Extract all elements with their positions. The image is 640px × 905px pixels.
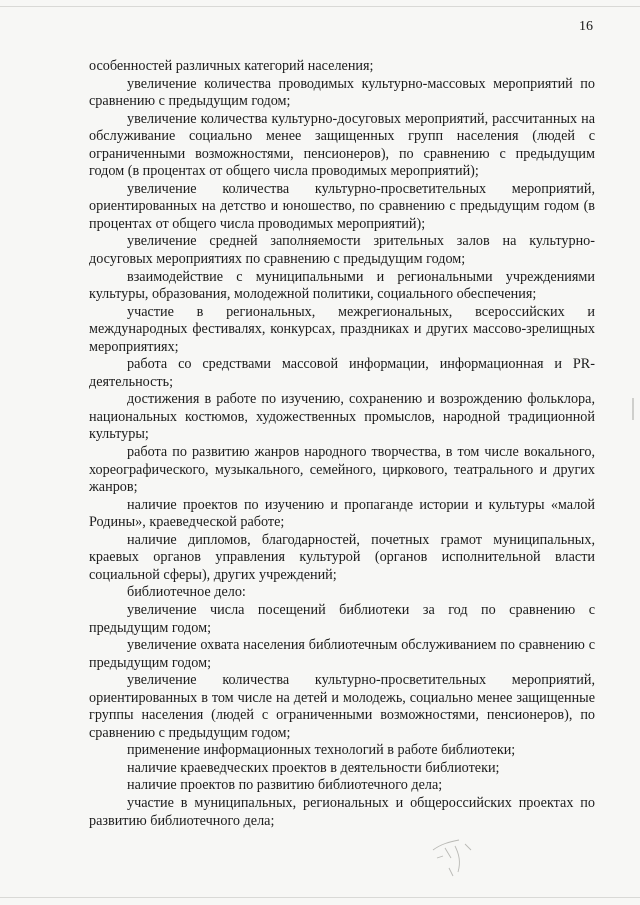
scan-edge-mark [632,398,634,420]
paragraph-interaction-institutions: взаимодействие с муниципальными и региональными учреждениями культуры, образования, молодежной политики, социального обеспечения; [89,268,595,303]
paragraph-library-development: наличие проектов по развитию библиотечного дела; [127,777,443,794]
paragraph-folklore-achievements: достижения в работе по изучению, сохранению и возрождению фольклора, национальных костюмов, художественных промыслов, народной традиционной культуры; [89,391,595,443]
paragraph-local-history-projects: наличие проектов по изучению и пропаганде истории и культуры «малой Родины», краеведческой работе; [89,496,595,531]
paragraph-library-coverage: увеличение охвата населения библиотечным обслуживанием по сравнению с предыдущим годом; [89,637,595,671]
paragraph-youth-events: увеличение количества культурно-просветительных мероприятий, ориентированных на детство и юношество, по сравнению с предыдущим годом (в процентах от общего числа проводимых мероприятий); [89,180,595,232]
paragraph-library-events: увеличение количества культурно-просветительных мероприятий, ориентированных в том числе на детей и молодежь, социально менее защищенные группы населения (людей с ограниченными возможностями, пенсионеров), по сравнению с предыдущим годом; [89,672,595,741]
paragraph-leisure-events-vulnerable: увеличение количества культурно-досуговых мероприятий, рассчитанных на обслуживание социально менее защищенных групп населения (людей с ограниченными возможностями, пенсионеров), по сравнению с предыдущим годом (в процентах от общего числа проводимых мероприятий); [89,110,595,180]
paragraph-continuation: особенностей различных категорий населения; [89,58,374,74]
paragraph-folk-genres: работа по развитию жанров народного творчества, в том числе вокального, хореографического, музыкального, семейного, циркового, театрального и других жанров; [89,444,595,496]
paragraph-hall-occupancy: увеличение средней заполняемости зрительных залов на культурно-досуговых мероприятиях по сравнению с предыдущим годом; [89,233,595,268]
paragraph-media-pr: работа со средствами массовой информации, информационная и PR-деятельность; [89,356,595,390]
paragraph-festival-participation: участие в региональных, межрегиональных, всероссийских и международных фестивалях, конкурсах, праздниках и других массово-зрелищных мероприятиях; [89,303,595,355]
body-text [89,58,595,830]
paragraph-library-projects-participation: участие в муниципальных, региональных и общероссийских проектах по развитию библиотечного дела; [89,794,595,829]
paragraph-cultural-mass-events: увеличение количества проводимых культурно-массовых мероприятий по сравнению с предыдущим годом; [89,75,595,110]
paragraph-library-visits: увеличение числа посещений библиотеки за год по сравнению с предыдущим годом; [89,601,595,636]
scan-edge-top [0,6,640,7]
scan-edge-bottom [0,897,640,898]
paragraph-library-it: применение информационных технологий в работе библиотеки; [127,742,516,759]
paragraph-library-heading: библиотечное дело: [127,584,246,601]
page-number: 16 [579,19,593,34]
paragraph-library-local-history: наличие краеведческих проектов в деятельности библиотеки; [127,759,500,776]
paragraph-diplomas: наличие дипломов, благодарностей, почетных грамот муниципальных, краевых органов управления культурой (органов исполнительной власти социальной сферы), других учреждений; [89,531,595,583]
scan-artifact-scribble [425,828,485,888]
